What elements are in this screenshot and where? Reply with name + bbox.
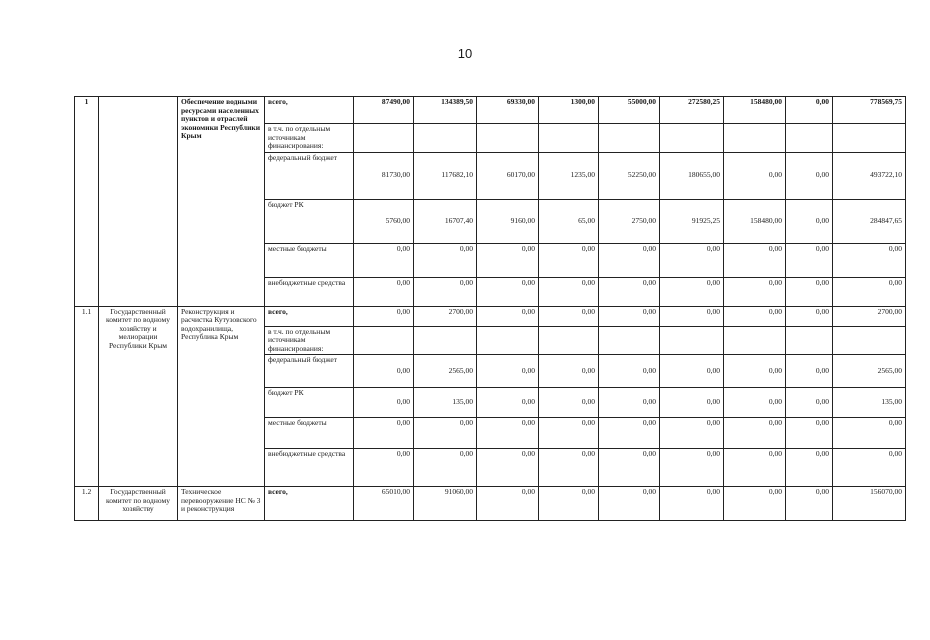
value-cell: 16707,40 (414, 199, 477, 243)
value-cell: 0,00 (477, 243, 539, 277)
value-cell: 158480,00 (724, 97, 786, 124)
value-cell: 0,00 (786, 199, 833, 243)
value-cell: 65010,00 (354, 487, 414, 521)
section-number: 1.2 (75, 487, 99, 521)
value-cell: 272580,25 (660, 97, 724, 124)
empty-cell (599, 124, 660, 153)
empty-cell (414, 124, 477, 153)
value-cell: 0,00 (660, 355, 724, 388)
value-cell: 0,00 (786, 306, 833, 326)
value-cell: 0,00 (477, 355, 539, 388)
value-cell: 87490,00 (354, 97, 414, 124)
value-cell: 0,00 (539, 449, 599, 487)
value-cell: 0,00 (354, 355, 414, 388)
value-cell: 0,00 (724, 449, 786, 487)
value-cell: 0,00 (660, 418, 724, 449)
funding-source-label: внебюджетные средства (265, 449, 354, 487)
budget-table (74, 96, 906, 521)
value-cell: 0,00 (660, 277, 724, 306)
value-cell: 493722,10 (833, 152, 906, 199)
value-cell: 0,00 (786, 97, 833, 124)
value-cell: 0,00 (724, 152, 786, 199)
value-cell: 0,00 (354, 388, 414, 418)
funding-source-label: в т.ч. по отдельным источникам финансирования: (265, 124, 354, 153)
empty-cell (477, 326, 539, 355)
value-cell: 0,00 (833, 277, 906, 306)
empty-cell (660, 124, 724, 153)
value-cell: 81730,00 (354, 152, 414, 199)
value-cell: 778569,75 (833, 97, 906, 124)
value-cell: 0,00 (660, 243, 724, 277)
value-cell: 0,00 (660, 306, 724, 326)
value-cell: 0,00 (786, 449, 833, 487)
value-cell: 1300,00 (539, 97, 599, 124)
empty-cell (724, 124, 786, 153)
value-cell: 284847,65 (833, 199, 906, 243)
value-cell: 117682,10 (414, 152, 477, 199)
value-cell: 180655,00 (660, 152, 724, 199)
value-cell: 0,00 (833, 418, 906, 449)
empty-cell (539, 326, 599, 355)
value-cell: 0,00 (786, 487, 833, 521)
funding-source-label: федеральный бюджет (265, 355, 354, 388)
value-cell: 0,00 (724, 306, 786, 326)
value-cell: 2565,00 (414, 355, 477, 388)
value-cell: 0,00 (414, 277, 477, 306)
value-cell: 0,00 (599, 449, 660, 487)
value-cell: 0,00 (539, 306, 599, 326)
empty-cell (354, 326, 414, 355)
value-cell: 0,00 (599, 277, 660, 306)
funding-source-label: федеральный бюджет (265, 152, 354, 199)
value-cell: 2565,00 (833, 355, 906, 388)
funding-source-label: бюджет РК (265, 388, 354, 418)
funding-source-label: всего, (265, 97, 354, 124)
value-cell: 0,00 (724, 243, 786, 277)
value-cell: 0,00 (414, 418, 477, 449)
funding-source-label: всего, (265, 306, 354, 326)
value-cell: 0,00 (539, 243, 599, 277)
value-cell: 60170,00 (477, 152, 539, 199)
funding-source-label: внебюджетные средства (265, 277, 354, 306)
measure-cell: Техническое перевооружение НС № 3 и реконструкция (178, 487, 265, 521)
table-row (75, 487, 906, 521)
value-cell: 0,00 (660, 388, 724, 418)
empty-cell (786, 124, 833, 153)
value-cell: 0,00 (539, 388, 599, 418)
value-cell: 55000,00 (599, 97, 660, 124)
executor-cell (99, 97, 178, 307)
value-cell: 0,00 (786, 277, 833, 306)
value-cell: 0,00 (833, 243, 906, 277)
value-cell: 0,00 (724, 487, 786, 521)
value-cell: 156070,00 (833, 487, 906, 521)
value-cell: 0,00 (724, 388, 786, 418)
funding-source-label: местные бюджеты (265, 243, 354, 277)
value-cell: 135,00 (414, 388, 477, 418)
value-cell: 0,00 (786, 418, 833, 449)
funding-source-label: всего, (265, 487, 354, 521)
value-cell: 52250,00 (599, 152, 660, 199)
value-cell: 0,00 (539, 355, 599, 388)
value-cell: 158480,00 (724, 199, 786, 243)
empty-cell (724, 326, 786, 355)
value-cell: 0,00 (724, 355, 786, 388)
funding-source-label: бюджет РК (265, 199, 354, 243)
value-cell: 65,00 (539, 199, 599, 243)
empty-cell (354, 124, 414, 153)
table-row (75, 306, 906, 326)
executor-cell: Государственный комитет по водному хозяйству (99, 487, 178, 521)
executor-cell: Государственный комитет по водному хозяйству и мелиорации Республики Крым (99, 306, 178, 487)
value-cell: 5760,00 (354, 199, 414, 243)
value-cell: 0,00 (477, 277, 539, 306)
value-cell: 0,00 (477, 418, 539, 449)
value-cell: 0,00 (599, 388, 660, 418)
value-cell: 0,00 (539, 418, 599, 449)
value-cell: 0,00 (724, 277, 786, 306)
value-cell: 0,00 (724, 418, 786, 449)
section-number: 1.1 (75, 306, 99, 487)
empty-cell (539, 124, 599, 153)
table-row (75, 97, 906, 124)
value-cell: 2700,00 (414, 306, 477, 326)
value-cell: 0,00 (786, 355, 833, 388)
empty-cell (660, 326, 724, 355)
value-cell: 134389,50 (414, 97, 477, 124)
value-cell: 91060,00 (414, 487, 477, 521)
value-cell: 0,00 (354, 277, 414, 306)
value-cell: 0,00 (660, 487, 724, 521)
value-cell: 91925,25 (660, 199, 724, 243)
value-cell: 0,00 (414, 449, 477, 487)
value-cell: 0,00 (599, 306, 660, 326)
value-cell: 0,00 (786, 152, 833, 199)
empty-cell (833, 124, 906, 153)
value-cell: 0,00 (539, 487, 599, 521)
value-cell: 9160,00 (477, 199, 539, 243)
value-cell: 0,00 (786, 388, 833, 418)
value-cell: 0,00 (354, 449, 414, 487)
value-cell: 0,00 (599, 487, 660, 521)
funding-source-label: в т.ч. по отдельным источникам финансирования: (265, 326, 354, 355)
value-cell: 0,00 (354, 243, 414, 277)
empty-cell (477, 124, 539, 153)
value-cell: 0,00 (833, 449, 906, 487)
section-number: 1 (75, 97, 99, 307)
funding-source-label: местные бюджеты (265, 418, 354, 449)
empty-cell (786, 326, 833, 355)
value-cell: 0,00 (477, 306, 539, 326)
value-cell: 2700,00 (833, 306, 906, 326)
value-cell: 0,00 (414, 243, 477, 277)
measure-cell: Реконструкция и расчистка Кутузовского водохранилища, Республика Крым (178, 306, 265, 487)
value-cell: 0,00 (660, 449, 724, 487)
value-cell: 0,00 (786, 243, 833, 277)
value-cell: 1235,00 (539, 152, 599, 199)
value-cell: 0,00 (354, 306, 414, 326)
value-cell: 0,00 (477, 449, 539, 487)
value-cell: 0,00 (354, 418, 414, 449)
value-cell: 135,00 (833, 388, 906, 418)
value-cell: 2750,00 (599, 199, 660, 243)
measure-cell: Обеспечение водными ресурсами населенных пунктов и отраслей экономики Республики Крым (178, 97, 265, 307)
value-cell: 0,00 (599, 243, 660, 277)
value-cell: 0,00 (539, 277, 599, 306)
page-number: 10 (457, 46, 473, 61)
empty-cell (414, 326, 477, 355)
value-cell: 0,00 (599, 418, 660, 449)
value-cell: 0,00 (477, 487, 539, 521)
empty-cell (599, 326, 660, 355)
value-cell: 69330,00 (477, 97, 539, 124)
value-cell: 0,00 (477, 388, 539, 418)
value-cell: 0,00 (599, 355, 660, 388)
budget-table-body (75, 97, 906, 521)
empty-cell (833, 326, 906, 355)
